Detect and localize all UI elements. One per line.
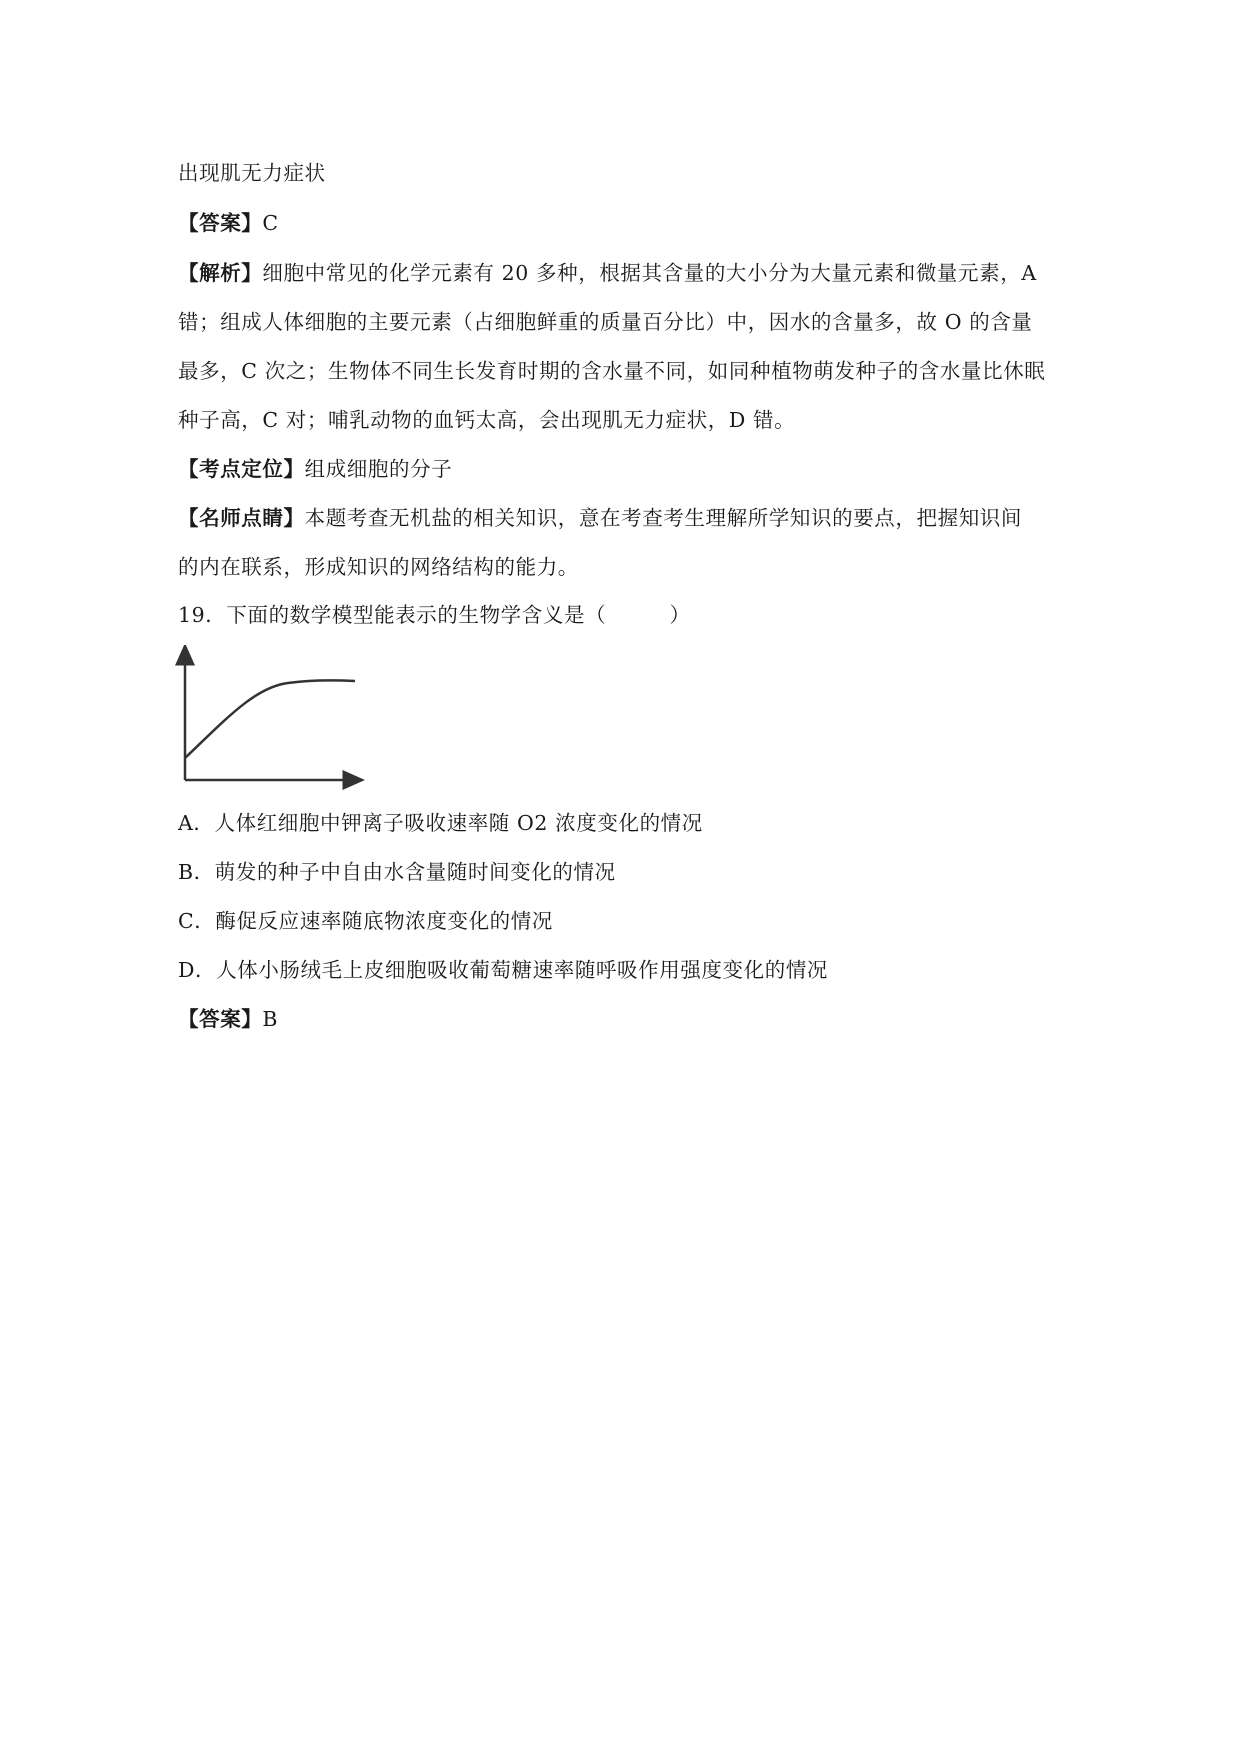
teacher-note-text: 本题考查无机盐的相关知识，意在考查考生理解所学知识的要点，把握知识间 bbox=[304, 506, 1023, 530]
option-d-text: D．人体小肠绒毛上皮细胞吸收葡萄糖速率随呼吸作用强度变化的情况 bbox=[178, 958, 829, 982]
teacher-note-line bbox=[178, 503, 1078, 533]
key-point-line bbox=[178, 454, 1078, 484]
question-answer-value: B bbox=[262, 1007, 279, 1031]
question-stem bbox=[178, 600, 1078, 630]
option-b-text: B．萌发的种子中自由水含量随时间变化的情况 bbox=[178, 860, 616, 884]
option-d bbox=[178, 955, 1078, 985]
math-model-figure bbox=[170, 645, 370, 790]
text-line bbox=[178, 405, 1078, 435]
option-c bbox=[178, 906, 1078, 936]
answer-value: C bbox=[262, 211, 279, 235]
option-a-text: A．人体红细胞中钾离子吸收速率随 O2 浓度变化的情况 bbox=[178, 811, 703, 835]
line-text: 种子高，C 对；哺乳动物的血钙太高，会出现肌无力症状，D 错。 bbox=[178, 408, 796, 432]
text-line bbox=[178, 552, 1078, 582]
analysis-line bbox=[178, 258, 1078, 288]
analysis-text: 细胞中常见的化学元素有 20 多种，根据其含量的大小分为大量元素和微量元素，A bbox=[262, 261, 1037, 285]
text-line bbox=[178, 356, 1078, 386]
question-answer-label: 【答案】 bbox=[178, 1007, 263, 1031]
question-stem-text: 19．下面的数学模型能表示的生物学含义是（ ） bbox=[178, 603, 691, 627]
line-text: 错；组成人体细胞的主要元素（占细胞鲜重的质量百分比）中，因水的含量多，故 O 的含量 bbox=[178, 310, 1033, 334]
analysis-label: 【解析】 bbox=[178, 261, 263, 285]
key-point-text: 组成细胞的分子 bbox=[304, 457, 453, 481]
answer-label: 【答案】 bbox=[178, 211, 263, 235]
text-line bbox=[178, 307, 1078, 337]
key-point-label: 【考点定位】 bbox=[178, 457, 305, 481]
option-a bbox=[178, 808, 1078, 838]
line-text: 最多，C 次之；生物体不同生长发育时期的含水量不同，如同种植物萌发种子的含水量比休眠 bbox=[178, 359, 1046, 383]
line-text: 出现肌无力症状 bbox=[178, 161, 326, 185]
line-text: 的内在联系，形成知识的网络结构的能力。 bbox=[178, 555, 579, 579]
question-answer-line bbox=[178, 1004, 1078, 1034]
text-line bbox=[178, 158, 1078, 188]
answer-line bbox=[178, 208, 1078, 238]
option-c-text: C．酶促反应速率随底物浓度变化的情况 bbox=[178, 909, 553, 933]
teacher-note-label: 【名师点睛】 bbox=[178, 506, 305, 530]
saturation-curve bbox=[185, 680, 355, 758]
option-b bbox=[178, 857, 1078, 887]
